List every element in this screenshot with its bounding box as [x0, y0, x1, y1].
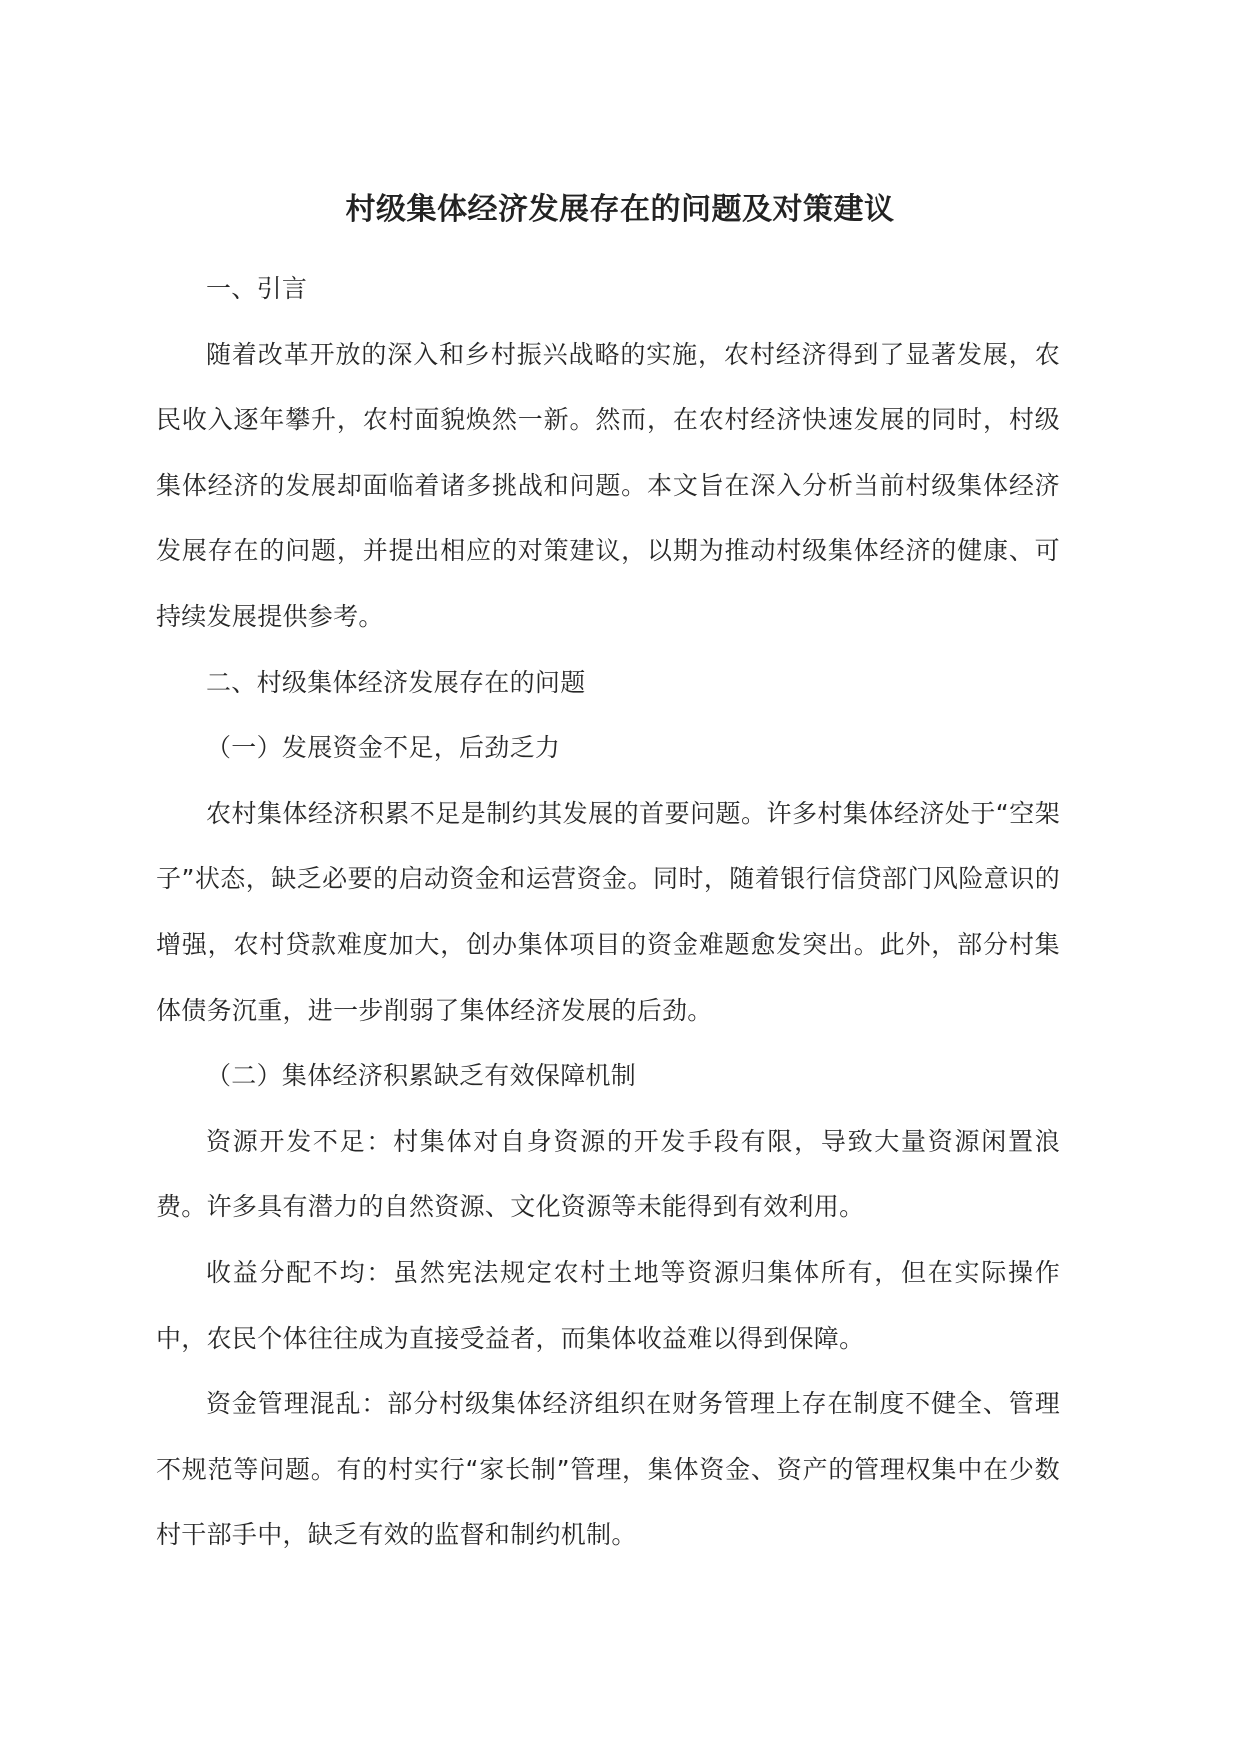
section-heading-intro: 一、引言	[206, 274, 308, 303]
subheading-funding: （一）发展资金不足，后劲乏力	[206, 733, 561, 763]
subheading-accumulation: （二）集体经济积累缺乏有效保障机制	[206, 1061, 637, 1091]
paragraph-resource-development: 资源开发不足：村集体对自身资源的开发手段有限，导致大量资源闲置浪费。许多具有潜力的自然资源、文化资源等未能得到有效利用。	[156, 1126, 1060, 1222]
document-title: 村级集体经济发展存在的问题及对策建议	[345, 192, 895, 227]
paragraph-intro: 随着改革开放的深入和乡村振兴战略的实施，农村经济得到了显著发展，农民收入逐年攀升，农村面貌焕然一新。然而，在农村经济快速发展的同时，村级集体经济的发展却面临着诸多挑战和问题。本文旨在深入分析当前村级集体经济发展存在的问题，并提出相应的对策建议，以期为推动村级集体经济的健康、可持续发展提供参考。	[156, 339, 1060, 631]
paragraph-income-distribution: 收益分配不均：虽然宪法规定农村土地等资源归集体所有，但在实际操作中，农民个体往往成为直接受益者，而集体收益难以得到保障。	[156, 1257, 1060, 1353]
paragraph-funding: 农村集体经济积累不足是制约其发展的首要问题。许多村集体经济处于“空架子”状态，缺乏必要的启动资金和运营资金。同时，随着银行信贷部门风险意识的增强，农村贷款难度加大，创办集体项目的资金难题愈发突出。此外，部分村集体债务沉重，进一步削弱了集体经济发展的后劲。	[156, 798, 1060, 1025]
section-heading-problems: 二、村级集体经济发展存在的问题	[206, 667, 586, 697]
paragraph-fund-management: 资金管理混乱：部分村级集体经济组织在财务管理上存在制度不健全、管理不规范等问题。有的村实行“家长制”管理，集体资金、资产的管理权集中在少数村干部手中，缺乏有效的监督和制约机制。	[156, 1389, 1060, 1550]
document-body	[156, 256, 1060, 1568]
